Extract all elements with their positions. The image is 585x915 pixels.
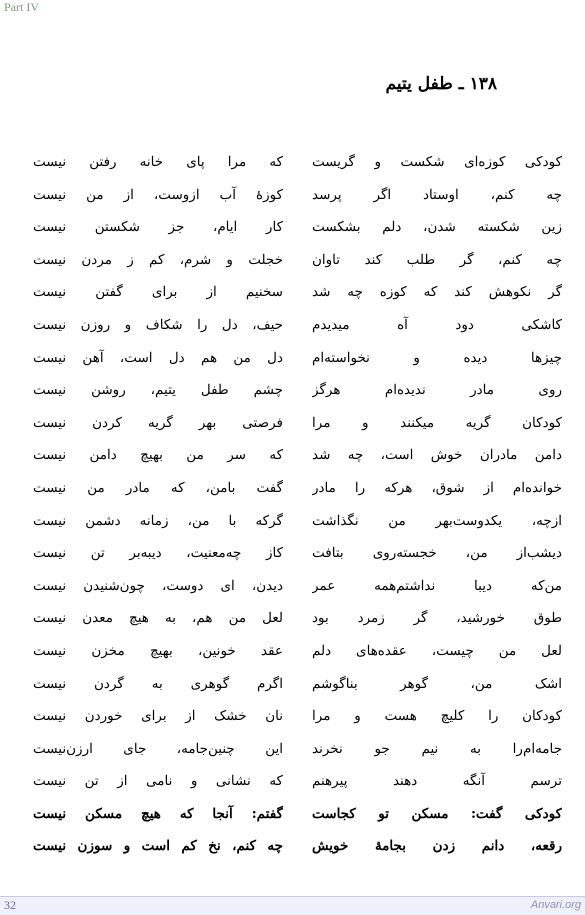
page-footer (0, 896, 585, 915)
verse-second-hemistich: کاز چه‌معنیت، دیبه‌بر تن نیست (33, 545, 283, 562)
verse-first-hemistich: چیزها دیده و نخواسته‌ام (312, 349, 562, 366)
verse-first-hemistich: گر نکوهش کند که کوزه چه شد (312, 284, 562, 301)
verse-first-hemistich: روی مادر ندیده‌ام هرگز (312, 382, 562, 399)
verse-second-hemistich: حیف، دل را شکاف و روزن نیست (33, 316, 283, 333)
verse-first-hemistich: طوق خورشید، گر زمرد بود (312, 610, 562, 627)
verse-second-hemistich: چشم طفل یتیم، روشن نیست (33, 382, 283, 399)
verse-first-hemistich: کودکی کوزه‌ای شکست و گریست (312, 154, 562, 170)
verse-second-hemistich: که نشانی و نامی از تن نیست (33, 773, 283, 790)
running-head: Part IV (4, 0, 39, 14)
verse-first-hemistich: کودکی گفت: مسکن تو کجاست (312, 805, 562, 822)
watermark: Anvari.org (530, 899, 581, 911)
verse-second-hemistich: گفتم: آنجا که هیچ مسکن نیست (33, 805, 283, 822)
verse-second-hemistich: عقد خونین، بهیچ مخزن نیست (33, 642, 283, 659)
verse-first-hemistich: چه کنم، اوستاد اگر پرسد (312, 186, 562, 203)
verse-second-hemistich: گفت بامن، که مادر من نیست (33, 479, 283, 496)
verse-first-hemistich: ترسم آنگه دهند پیرهنم (312, 773, 562, 790)
verse-second-hemistich: که سر من بهیچ دامن نیست (33, 447, 283, 464)
verse-first-hemistich: اشک من، گوهر بناگوشم (312, 675, 562, 692)
verse-second-hemistich: که مرا پای خانه رفتن نیست (33, 154, 283, 170)
verse-first-hemistich: ازچه، یکدوست‌بهر من نگذاشت (312, 512, 562, 529)
verse-first-hemistich: چه کنم، گر طلب کند تاوان (312, 251, 562, 268)
verse-first-hemistich: خوانده‌ام از شوق، هرکه را مادر (312, 479, 562, 496)
verse-second-hemistich: کار ایام، جز شکستن نیست (33, 219, 283, 236)
verse-first-hemistich: دامن مادران خوش است، چه شد (312, 447, 562, 464)
verse-first-hemistich: کاشکی دود آه میدیدم (312, 316, 562, 333)
verse-second-hemistich: چه کنم، نخ کم است و سوزن نیست (33, 838, 283, 855)
verse-first-hemistich: کودکان گریه میکنند و مرا (312, 414, 562, 431)
verse-second-hemistich: کوزهٔ آب ازوست، از من نیست (33, 186, 283, 203)
verse-second-hemistich: خجلت و شرم، کم ز مردن نیست (33, 251, 283, 268)
verse-second-hemistich: دل من هم دل است، آهن نیست (33, 349, 283, 366)
verse-first-hemistich: رقعه، دانم زدن بجامهٔ خویش (312, 838, 562, 855)
verse-second-hemistich: فرصتی بهر گریه کردن نیست (33, 414, 283, 431)
poem-title: ۱۳۸ ـ طفل یتیم (385, 74, 497, 94)
page-number: 32 (4, 898, 16, 912)
verse-first-hemistich: جامه‌ام‌را به نیم جو نخرند (312, 740, 562, 757)
verse-first-hemistich: من‌که دیبا نداشتم‌همه عمر (312, 577, 562, 594)
verse-second-hemistich: دیدن، ای دوست، چون‌شنیدن نیست (33, 577, 283, 594)
verse-second-hemistich: سخنیم از برای گفتن نیست (33, 284, 283, 301)
verse-second-hemistich: لعل من هم، به هیچ معدن نیست (33, 610, 283, 627)
verse-first-hemistich: زین شکسته شدن، دلم بشکست (312, 219, 562, 236)
verse-second-hemistich: نان خشک از برای خوردن نیست (33, 708, 283, 725)
poem-second-column (33, 146, 283, 863)
verse-second-hemistich: اگرم گوهری به گردن نیست (33, 675, 283, 692)
verse-second-hemistich: گرکه با من، زمانه دشمن نیست (33, 512, 283, 529)
poem-first-column (312, 146, 562, 863)
verse-first-hemistich: دیشب‌از من، خجسته‌روی بتافت (312, 545, 562, 562)
verse-second-hemistich: این چنین‌جامه، جای ارزن‌نیست (33, 740, 283, 757)
verse-first-hemistich: کودکان را کلیچ هست و مرا (312, 708, 562, 725)
verse-first-hemistich: لعل من چیست، عقده‌های دلم (312, 642, 562, 659)
